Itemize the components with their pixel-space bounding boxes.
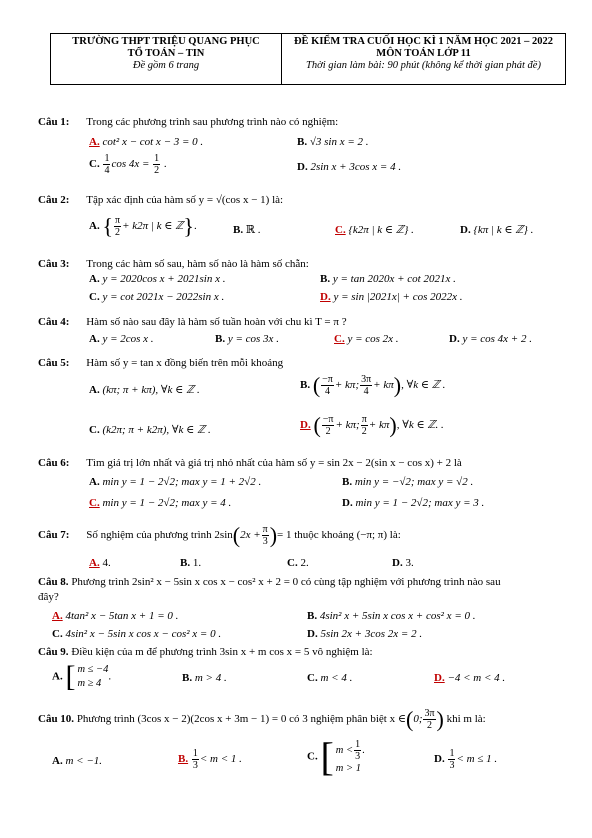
q6-option-b[interactable]: B. min y = −√2; max y = √2 . <box>342 476 474 488</box>
question-9: Câu 9. Điều kiện của m để phương trình 3sin x + m cos x = 5 vô nghiệm là: <box>38 646 373 658</box>
q3-option-d[interactable]: D. y = sin |2021x| + cos 2022x . <box>320 291 463 303</box>
q8-option-c[interactable]: C. 4sin² x − 5sin x cos x − cos² x = 0 . <box>52 628 222 640</box>
q4-option-b[interactable]: B. y = cos 3x . <box>215 333 279 345</box>
q3-option-a[interactable]: A. y = 2020cos x + 2021sin x . <box>89 273 226 285</box>
q7-option-b[interactable]: B. 1. <box>180 557 202 569</box>
question-8: Câu 8. Phương trình 2sin² x − 5sin x cos x − cos² x + 2 = 0 có cùng tập nghiệm với phương trình nào sau <box>38 576 501 588</box>
question-10: Câu 10. Phương trình (3cos x − 2)(2cos x + 3m − 1) = 0 có 3 nghiệm phân biệt x ∈(0; $\frac{3\pi}{2}$ ) khi m là: <box>38 706 486 732</box>
q7-option-d[interactable]: D. 3. <box>392 557 414 569</box>
q6-option-a[interactable]: A. min y = 1 − 2√2; max y = 1 + 2√2 . <box>89 476 262 488</box>
question-text: Trong các phương trình sau phương trình nào có nghiệm: <box>86 116 339 128</box>
q4-option-a[interactable]: A. y = 2cos x . <box>89 333 154 345</box>
q2-option-c[interactable]: C. {k2π | k ∈ ℤ} . <box>335 224 414 236</box>
q6-option-d[interactable]: D. min y = 1 − 2√2; max y = 3 . <box>342 497 485 509</box>
q1-option-a[interactable]: A. cot² x − cot x − 3 = 0 . <box>89 136 204 148</box>
q3-option-b[interactable]: B. y = tan 2020x + cot 2021x . <box>320 273 456 285</box>
q10-option-a[interactable]: A. m < −1. <box>52 755 102 767</box>
school-name: TRƯỜNG THPT TRIỆU QUANG PHỤC <box>72 36 260 47</box>
q10-option-d[interactable]: D. $\frac{1}{3}$ < m ≤ 1 . <box>434 748 498 771</box>
q7-option-a[interactable]: A. 4. <box>89 557 111 569</box>
q9-option-b[interactable]: B. m > 4 . <box>182 672 227 684</box>
q1-option-b[interactable]: B. √3 sin x = 2 . <box>297 136 369 148</box>
exam-time: Thời gian làm bài: 90 phút (không kể thời gian phát đề) <box>306 60 541 71</box>
q4-option-c[interactable]: C. y = cos 2x . <box>334 333 399 345</box>
q9-option-c[interactable]: C. m < 4 . <box>307 672 353 684</box>
header-left <box>51 34 282 84</box>
q9-option-a[interactable]: A. [ m ≤ −4 m ≥ 4 . <box>52 660 112 693</box>
question-4: Câu 4: Hàm số nào sau đây là hàm số tuần hoàn với chu kì T = π ? <box>38 316 347 328</box>
question-7: Câu 7: Số nghiệm của phương trình 2sin(2x + $\frac{\pi}{3}$ )= 1 thuộc khoảng (−π; π) là: <box>38 522 401 548</box>
department: TỔ TOÁN – TIN <box>127 48 205 59</box>
q1-option-d[interactable]: D. 2sin x + 3cos x = 4 . <box>297 161 402 173</box>
question-5: Câu 5: Hàm số y = tan x đồng biến trên mỗi khoảng <box>38 357 284 369</box>
question-3: Câu 3: Trong các hàm số sau, hàm số nào là hàm số chẵn: <box>38 258 309 270</box>
q7-option-c[interactable]: C. 2. <box>287 557 309 569</box>
q9-option-d[interactable]: D. −4 < m < 4 . <box>434 672 506 684</box>
page-count: Đề gồm 6 trang <box>132 60 200 71</box>
exam-title: ĐỀ KIỂM TRA CUỐI HỌC KÌ 1 NĂM HỌC 2021 – 2022 <box>293 36 554 47</box>
q8-option-a[interactable]: A. 4tan² x − 5tan x + 1 = 0 . <box>52 610 179 622</box>
question-6: Câu 6: Tìm giá trị lớn nhất và giá trị nhỏ nhất của hàm số y = sin 2x − 2(sin x − cos x) + 2 là <box>38 457 462 469</box>
question-1 <box>38 115 338 129</box>
question-8-cont: đây? <box>38 591 59 603</box>
question-2: Câu 2: Tập xác định của hàm số y = √(cos x − 1) là: <box>38 194 284 206</box>
q6-option-c[interactable]: C. min y = 1 − 2√2; max y = 4 . <box>89 497 232 509</box>
q10-option-b[interactable]: B. $\frac{1}{3}$ < m < 1 . <box>178 748 242 771</box>
q10-option-c[interactable]: C. [ m < $\frac{1}{3}$ . m > 1 <box>307 734 365 779</box>
subject: MÔN TOÁN LỚP 11 <box>376 48 471 59</box>
q2-option-d[interactable]: D. {kπ | k ∈ ℤ} . <box>460 224 534 236</box>
exam-header <box>50 33 566 85</box>
q8-option-b[interactable]: B. 4sin² x + 5sin x cos x + cos² x = 0 . <box>307 610 476 622</box>
q3-option-c[interactable]: C. y = cot 2021x − 2022sin x . <box>89 291 225 303</box>
q1-option-c[interactable]: C. $\frac{1}{4}$ cos 4x = $\frac{1}{2}$ . <box>89 153 167 176</box>
q5-option-d[interactable]: D. ( $\frac{-\pi}{2}$ + kπ; $\frac{\pi}{2}$ + kπ), ∀k ∈ ℤ. . <box>300 412 444 438</box>
q5-option-b[interactable]: B. ( $\frac{-\pi}{4}$ + kπ; $\frac{3\pi}{4}$ + kπ), ∀k ∈ ℤ . <box>300 372 446 398</box>
header-right <box>282 34 565 84</box>
q2-option-a[interactable]: A. { $\frac{\pi}{2}$ + k2π | k ∈ ℤ}. <box>89 213 197 239</box>
q8-option-d[interactable]: D. 5sin 2x + 3cos 2x = 2 . <box>307 628 423 640</box>
q4-option-d[interactable]: D. y = cos 4x + 2 . <box>449 333 532 345</box>
q5-option-c[interactable]: C. (k2π; π + k2π), ∀k ∈ ℤ . <box>89 424 211 436</box>
question-label: Câu 1: <box>38 116 70 128</box>
q2-option-b[interactable]: B. ℝ . <box>233 224 261 236</box>
q5-option-a[interactable]: A. (kπ; π + kπ), ∀k ∈ ℤ . <box>89 384 200 396</box>
